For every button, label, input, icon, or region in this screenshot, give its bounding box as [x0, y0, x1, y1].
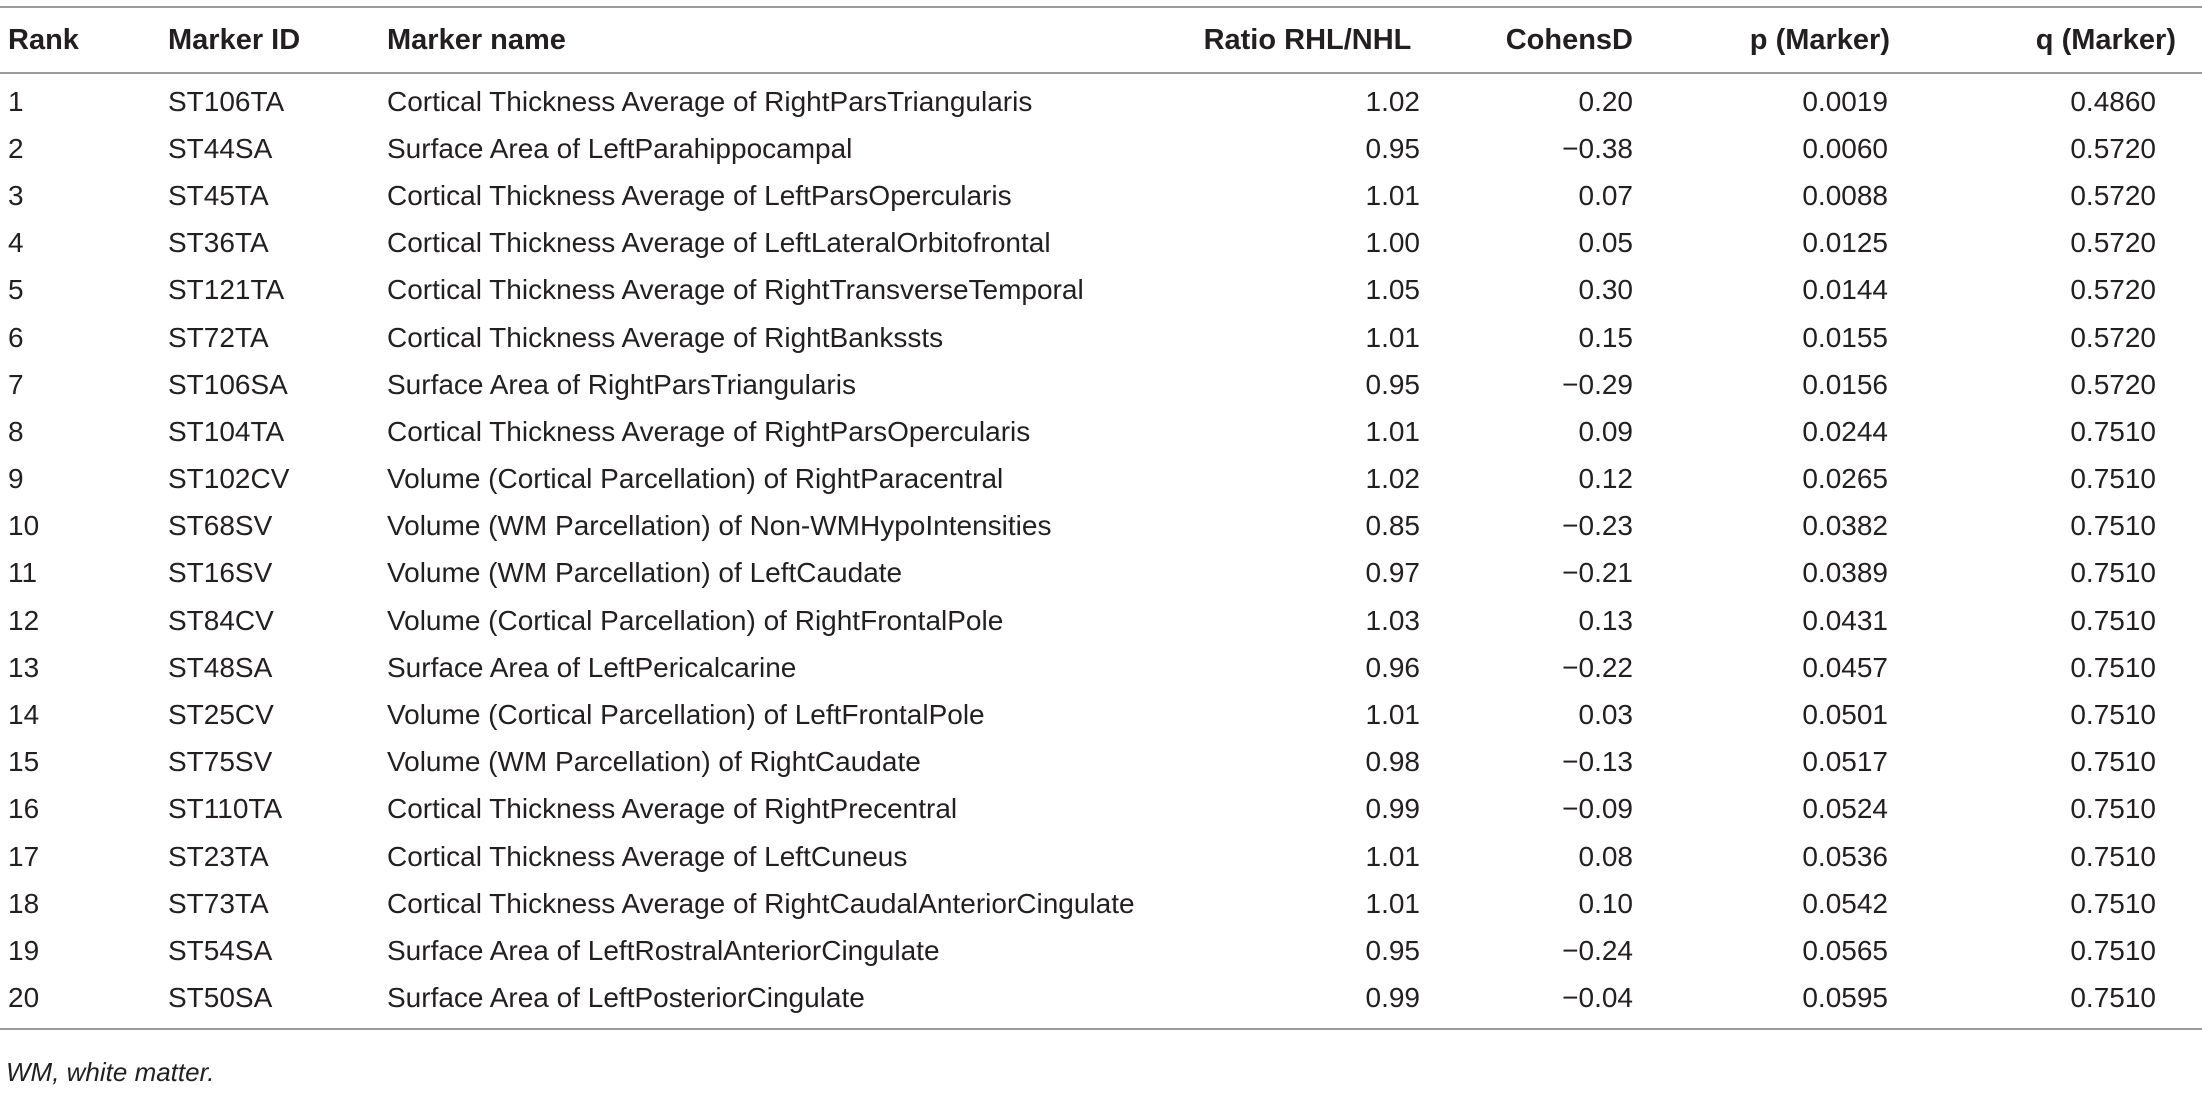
cell-p-marker-value: 0.0125 — [1802, 227, 1888, 259]
cell-cohens-d — [1420, 833, 1669, 880]
cell-marker-id: ST25CV — [168, 699, 274, 731]
cell-cohens-d — [1420, 73, 1669, 125]
table-row — [0, 691, 2202, 738]
cell-ratio-value: 1.02 — [1365, 463, 1420, 495]
table-row — [0, 880, 2202, 927]
cell-cohens-d-value: −0.22 — [1562, 651, 1633, 683]
cell-p-marker — [1669, 314, 1914, 361]
cell-ratio-value: 1.01 — [1365, 840, 1420, 872]
cell-ratio — [1195, 739, 1420, 786]
cell-ratio-value: 0.96 — [1365, 651, 1420, 683]
cell-p-marker-value: 0.0389 — [1802, 557, 1888, 589]
cell-rank: 16 — [8, 793, 40, 825]
cell-cohens-d — [1420, 361, 1669, 408]
cell-p-marker-value: 0.0060 — [1802, 132, 1888, 164]
cell-marker-name: Cortical Thickness Average of RightCaudalAnteriorCingulate — [387, 887, 1135, 919]
cell-marker-id: ST110TA — [168, 793, 283, 825]
cell-ratio-value: 0.99 — [1365, 982, 1420, 1014]
cell-rank: 12 — [8, 604, 40, 636]
cell-q-marker-value: 0.5720 — [2070, 179, 2156, 211]
cell-p-marker — [1669, 739, 1914, 786]
cell-p-marker-value: 0.0501 — [1802, 699, 1888, 731]
cell-p-marker-value: 0.0019 — [1802, 85, 1888, 117]
cell-cohens-d — [1420, 408, 1669, 455]
cell-p-marker — [1669, 644, 1914, 691]
cell-q-marker — [1914, 361, 2202, 408]
cell-p-marker — [1669, 691, 1914, 738]
table-row — [0, 739, 2202, 786]
cell-marker-id: ST72TA — [168, 321, 269, 353]
cell-ratio — [1195, 880, 1420, 927]
cell-q-marker — [1914, 73, 2202, 125]
cell-cohens-d — [1420, 880, 1669, 927]
table-row — [0, 927, 2202, 974]
cell-q-marker — [1914, 786, 2202, 833]
table-row — [0, 597, 2202, 644]
cell-ratio-value: 0.99 — [1365, 793, 1420, 825]
cell-marker-id: ST50SA — [168, 982, 273, 1014]
cell-rank: 17 — [8, 840, 40, 872]
cell-rank: 20 — [8, 982, 40, 1014]
cell-q-marker-value: 0.7510 — [2070, 557, 2156, 589]
cell-cohens-d — [1420, 550, 1669, 597]
cell-cohens-d — [1420, 975, 1669, 1029]
cell-marker-id: ST23TA — [168, 840, 269, 872]
table-row — [0, 220, 2202, 267]
cell-marker-name: Volume (Cortical Parcellation) of LeftFrontalPole — [387, 699, 985, 731]
cell-p-marker — [1669, 786, 1914, 833]
table-row — [0, 833, 2202, 880]
cell-marker-name: Cortical Thickness Average of RightTransverseTemporal — [387, 274, 1084, 306]
cell-ratio — [1195, 220, 1420, 267]
cell-q-marker — [1914, 267, 2202, 314]
cell-p-marker — [1669, 172, 1914, 219]
header-rank: Rank — [8, 23, 79, 56]
cell-q-marker-value: 0.7510 — [2070, 510, 2156, 542]
header-marker-name: Marker name — [387, 23, 566, 56]
cell-ratio-value: 1.02 — [1365, 85, 1420, 117]
table-row — [0, 125, 2202, 172]
header-row — [0, 7, 2202, 73]
cell-q-marker-value: 0.5720 — [2070, 132, 2156, 164]
cell-rank: 7 — [8, 368, 24, 400]
cell-p-marker-value: 0.0265 — [1802, 463, 1888, 495]
marker-table — [0, 6, 2202, 1030]
cell-ratio-value: 1.01 — [1365, 415, 1420, 447]
cell-marker-id: ST102CV — [168, 463, 290, 495]
cell-cohens-d-value: −0.09 — [1562, 793, 1633, 825]
cell-marker-id: ST45TA — [168, 179, 269, 211]
cell-marker-name: Cortical Thickness Average of RightParsOpercularis — [387, 415, 1031, 447]
cell-q-marker-value: 0.5720 — [2070, 227, 2156, 259]
cell-q-marker — [1914, 644, 2202, 691]
cell-rank: 4 — [8, 227, 24, 259]
cell-marker-name: Volume (Cortical Parcellation) of RightFrontalPole — [387, 604, 1004, 636]
cell-rank: 19 — [8, 934, 40, 966]
cell-marker-id: ST106SA — [168, 368, 288, 400]
cell-cohens-d — [1420, 691, 1669, 738]
cell-marker-name: Cortical Thickness Average of LeftParsOpercularis — [387, 179, 1012, 211]
cell-rank: 1 — [8, 85, 24, 117]
cell-cohens-d-value: −0.21 — [1562, 557, 1633, 589]
cell-marker-name: Surface Area of RightParsTriangularis — [387, 368, 856, 400]
cell-ratio — [1195, 597, 1420, 644]
cell-p-marker-value: 0.0244 — [1802, 415, 1888, 447]
cell-ratio — [1195, 975, 1420, 1029]
cell-q-marker-value: 0.7510 — [2070, 934, 2156, 966]
cell-p-marker-value: 0.0536 — [1802, 840, 1888, 872]
cell-cohens-d — [1420, 644, 1669, 691]
table-row — [0, 503, 2202, 550]
table-body — [0, 73, 2202, 1029]
cell-ratio — [1195, 172, 1420, 219]
cell-q-marker-value: 0.7510 — [2070, 793, 2156, 825]
cell-marker-name: Volume (WM Parcellation) of RightCaudate — [387, 746, 921, 778]
cell-q-marker — [1914, 456, 2202, 503]
cell-p-marker-value: 0.0595 — [1802, 982, 1888, 1014]
cell-p-marker — [1669, 456, 1914, 503]
cell-cohens-d-value: 0.09 — [1578, 415, 1633, 447]
cell-marker-name: Cortical Thickness Average of RightPrecentral — [387, 793, 958, 825]
header-p-marker: p (Marker) — [1749, 23, 1890, 56]
cell-rank: 11 — [8, 557, 38, 589]
cell-cohens-d-value: 0.12 — [1578, 463, 1633, 495]
cell-ratio-value: 0.95 — [1365, 368, 1420, 400]
header-ratio: Ratio RHL/NHL — [1203, 23, 1412, 56]
cell-p-marker-value: 0.0524 — [1802, 793, 1888, 825]
cell-q-marker-value: 0.7510 — [2070, 415, 2156, 447]
cell-cohens-d-value: −0.13 — [1562, 746, 1633, 778]
cell-q-marker-value: 0.5720 — [2070, 368, 2156, 400]
cell-cohens-d-value: 0.08 — [1578, 840, 1633, 872]
cell-ratio-value: 0.98 — [1365, 746, 1420, 778]
cell-q-marker-value: 0.4860 — [2070, 85, 2156, 117]
cell-cohens-d-value: 0.03 — [1578, 699, 1633, 731]
cell-q-marker — [1914, 833, 2202, 880]
cell-marker-name: Cortical Thickness Average of RightBankssts — [387, 321, 944, 353]
cell-q-marker-value: 0.5720 — [2070, 321, 2156, 353]
cell-q-marker-value: 0.7510 — [2070, 463, 2156, 495]
cell-marker-id: ST48SA — [168, 651, 273, 683]
cell-q-marker-value: 0.7510 — [2070, 887, 2156, 919]
cell-p-marker-value: 0.0155 — [1802, 321, 1888, 353]
cell-cohens-d — [1420, 172, 1669, 219]
cell-marker-id: ST54SA — [168, 934, 273, 966]
header-cohens-d: CohensD — [1505, 23, 1633, 56]
cell-q-marker — [1914, 172, 2202, 219]
cell-p-marker-value: 0.0144 — [1802, 274, 1888, 306]
cell-p-marker — [1669, 408, 1914, 455]
cell-q-marker — [1914, 691, 2202, 738]
cell-q-marker-value: 0.5720 — [2070, 274, 2156, 306]
cell-ratio-value: 0.95 — [1365, 934, 1420, 966]
cell-marker-name: Surface Area of LeftRostralAnteriorCingulate — [387, 934, 940, 966]
cell-rank: 9 — [8, 463, 24, 495]
cell-cohens-d — [1420, 267, 1669, 314]
cell-cohens-d-value: 0.07 — [1578, 179, 1633, 211]
cell-rank: 10 — [8, 510, 40, 542]
cell-q-marker — [1914, 975, 2202, 1029]
cell-rank: 6 — [8, 321, 24, 353]
table-footnote: WM, white matter. — [6, 1057, 215, 1087]
table-row — [0, 267, 2202, 314]
cell-rank: 5 — [8, 274, 24, 306]
cell-ratio — [1195, 833, 1420, 880]
cell-marker-id: ST106TA — [168, 85, 285, 117]
cell-ratio — [1195, 927, 1420, 974]
cell-p-marker — [1669, 880, 1914, 927]
cell-ratio — [1195, 314, 1420, 361]
cell-cohens-d-value: −0.29 — [1562, 368, 1633, 400]
cell-marker-name: Surface Area of LeftParahippocampal — [387, 132, 853, 164]
cell-marker-name: Volume (WM Parcellation) of LeftCaudate — [387, 557, 903, 589]
cell-cohens-d-value: −0.24 — [1562, 934, 1633, 966]
cell-rank: 8 — [8, 415, 24, 447]
cell-q-marker-value: 0.7510 — [2070, 840, 2156, 872]
cell-ratio-value: 1.01 — [1365, 887, 1420, 919]
table-header — [0, 7, 2202, 73]
cell-marker-id: ST16SV — [168, 557, 273, 589]
cell-q-marker — [1914, 927, 2202, 974]
cell-cohens-d — [1420, 503, 1669, 550]
cell-marker-name: Volume (WM Parcellation) of Non-WMHypoIntensities — [387, 510, 1052, 542]
cell-q-marker-value: 0.7510 — [2070, 604, 2156, 636]
cell-q-marker-value: 0.7510 — [2070, 651, 2156, 683]
cell-cohens-d-value: 0.20 — [1578, 85, 1633, 117]
cell-marker-id: ST36TA — [168, 227, 269, 259]
cell-cohens-d — [1420, 786, 1669, 833]
cell-ratio-value: 1.01 — [1365, 179, 1420, 211]
cell-q-marker — [1914, 550, 2202, 597]
cell-p-marker — [1669, 550, 1914, 597]
cell-p-marker — [1669, 833, 1914, 880]
cell-p-marker-value: 0.0457 — [1802, 651, 1888, 683]
cell-rank: 2 — [8, 132, 24, 164]
cell-p-marker-value: 0.0542 — [1802, 887, 1888, 919]
header-q-marker: q (Marker) — [2035, 23, 2176, 56]
cell-p-marker-value: 0.0382 — [1802, 510, 1888, 542]
cell-marker-name: Surface Area of LeftPosteriorCingulate — [387, 982, 865, 1014]
cell-q-marker — [1914, 880, 2202, 927]
cell-p-marker-value: 0.0156 — [1802, 368, 1888, 400]
cell-marker-name: Surface Area of LeftPericalcarine — [387, 651, 797, 683]
cell-cohens-d-value: −0.38 — [1562, 132, 1633, 164]
cell-marker-id: ST73TA — [168, 887, 269, 919]
cell-marker-id: ST121TA — [168, 274, 285, 306]
cell-cohens-d — [1420, 597, 1669, 644]
cell-q-marker — [1914, 408, 2202, 455]
cell-rank: 3 — [8, 179, 24, 211]
cell-marker-id: ST75SV — [168, 746, 273, 778]
cell-rank: 18 — [8, 887, 40, 919]
cell-ratio — [1195, 691, 1420, 738]
cell-ratio — [1195, 408, 1420, 455]
cell-q-marker — [1914, 503, 2202, 550]
cell-ratio-value: 1.01 — [1365, 699, 1420, 731]
cell-p-marker-value: 0.0431 — [1802, 604, 1888, 636]
cell-p-marker-value: 0.0517 — [1802, 746, 1888, 778]
cell-p-marker — [1669, 220, 1914, 267]
cell-ratio-value: 0.95 — [1365, 132, 1420, 164]
table-row — [0, 361, 2202, 408]
cell-ratio-value: 0.85 — [1365, 510, 1420, 542]
cell-p-marker-value: 0.0565 — [1802, 934, 1888, 966]
cell-q-marker — [1914, 739, 2202, 786]
cell-ratio — [1195, 125, 1420, 172]
cell-ratio — [1195, 456, 1420, 503]
cell-cohens-d — [1420, 125, 1669, 172]
cell-q-marker — [1914, 220, 2202, 267]
marker-table-container — [0, 6, 2176, 1030]
table-row — [0, 786, 2202, 833]
cell-cohens-d-value: 0.13 — [1578, 604, 1633, 636]
cell-ratio — [1195, 361, 1420, 408]
table-row — [0, 314, 2202, 361]
cell-ratio — [1195, 73, 1420, 125]
cell-p-marker — [1669, 503, 1914, 550]
cell-cohens-d-value: 0.15 — [1578, 321, 1633, 353]
cell-rank: 14 — [8, 699, 40, 731]
cell-marker-id: ST84CV — [168, 604, 274, 636]
cell-q-marker — [1914, 125, 2202, 172]
cell-marker-name: Cortical Thickness Average of LeftCuneus — [387, 840, 908, 872]
cell-cohens-d-value: −0.23 — [1562, 510, 1633, 542]
cell-q-marker-value: 0.7510 — [2070, 982, 2156, 1014]
cell-marker-name: Volume (Cortical Parcellation) of RightParacentral — [387, 463, 1004, 495]
table-row — [0, 172, 2202, 219]
table-row — [0, 456, 2202, 503]
cell-cohens-d — [1420, 739, 1669, 786]
table-row — [0, 550, 2202, 597]
table-row — [0, 975, 2202, 1029]
table-row — [0, 73, 2202, 125]
cell-marker-id: ST44SA — [168, 132, 273, 164]
table-row — [0, 408, 2202, 455]
cell-ratio — [1195, 644, 1420, 691]
cell-cohens-d-value: 0.30 — [1578, 274, 1633, 306]
cell-cohens-d-value: 0.05 — [1578, 227, 1633, 259]
cell-marker-id: ST104TA — [168, 415, 285, 447]
cell-q-marker — [1914, 597, 2202, 644]
cell-cohens-d — [1420, 927, 1669, 974]
cell-cohens-d-value: −0.04 — [1562, 982, 1633, 1014]
cell-rank: 15 — [8, 746, 40, 778]
cell-cohens-d-value: 0.10 — [1578, 887, 1633, 919]
cell-marker-name: Cortical Thickness Average of LeftLateralOrbitofrontal — [387, 227, 1051, 259]
cell-cohens-d — [1420, 314, 1669, 361]
cell-ratio — [1195, 786, 1420, 833]
cell-p-marker — [1669, 73, 1914, 125]
cell-marker-id: ST68SV — [168, 510, 273, 542]
cell-p-marker — [1669, 975, 1914, 1029]
cell-ratio — [1195, 503, 1420, 550]
cell-ratio-value: 1.05 — [1365, 274, 1420, 306]
cell-p-marker — [1669, 267, 1914, 314]
cell-cohens-d — [1420, 220, 1669, 267]
cell-cohens-d — [1420, 456, 1669, 503]
cell-rank: 13 — [8, 651, 40, 683]
cell-ratio-value: 1.01 — [1365, 321, 1420, 353]
cell-p-marker — [1669, 125, 1914, 172]
cell-p-marker-value: 0.0088 — [1802, 179, 1888, 211]
cell-q-marker — [1914, 314, 2202, 361]
cell-q-marker-value: 0.7510 — [2070, 746, 2156, 778]
cell-ratio-value: 1.00 — [1365, 227, 1420, 259]
cell-ratio-value: 0.97 — [1365, 557, 1420, 589]
cell-q-marker-value: 0.7510 — [2070, 699, 2156, 731]
cell-ratio-value: 1.03 — [1365, 604, 1420, 636]
cell-ratio — [1195, 550, 1420, 597]
cell-p-marker — [1669, 927, 1914, 974]
cell-marker-name: Cortical Thickness Average of RightParsTriangularis — [387, 85, 1033, 117]
header-marker-id: Marker ID — [168, 23, 301, 56]
table-row — [0, 644, 2202, 691]
cell-p-marker — [1669, 597, 1914, 644]
cell-p-marker — [1669, 361, 1914, 408]
cell-ratio — [1195, 267, 1420, 314]
